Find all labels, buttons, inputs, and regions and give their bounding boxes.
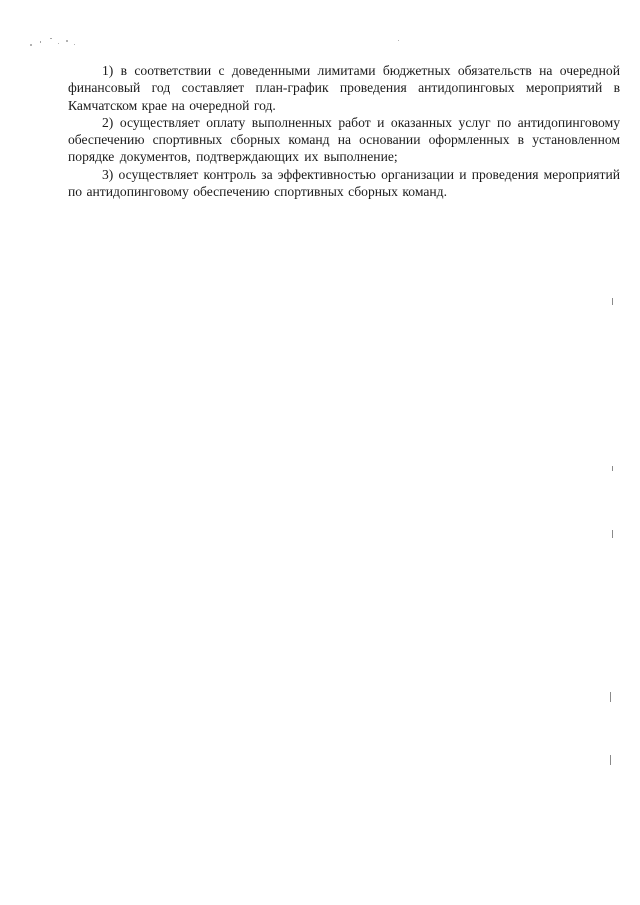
document-body xyxy=(68,62,620,200)
scan-edge-mark xyxy=(612,298,613,305)
scan-edge-mark xyxy=(610,692,611,702)
scan-speck xyxy=(58,43,59,44)
scan-speck xyxy=(74,44,75,45)
scan-speck xyxy=(50,38,52,39)
scan-edge-mark xyxy=(612,466,613,471)
paragraph-2: 2) осуществляет оплату выполненных работ и оказанных услуг по антидопинговому обеспечению спортивных сборных команд на основании оформленных в установленном порядке документов, подтверждающих их выполнение; xyxy=(68,114,620,165)
scan-edge-mark xyxy=(610,755,611,765)
scan-speck xyxy=(398,40,399,41)
paragraph-3: 3) осуществляет контроль за эффективностью организации и проведения мероприятий по антидопинговому обеспечению спортивных сборных команд. xyxy=(68,166,620,200)
scan-speck xyxy=(66,40,68,42)
scan-edge-mark xyxy=(612,530,613,538)
scan-speck xyxy=(30,44,32,46)
paragraph-1: 1) в соответствии с доведенными лимитами бюджетных обязательств на очередной финансовый год составляет план-график проведения антидопинговых мероприятий в Камчатском крае на очередной год. xyxy=(68,63,620,113)
scan-speck xyxy=(40,41,41,43)
